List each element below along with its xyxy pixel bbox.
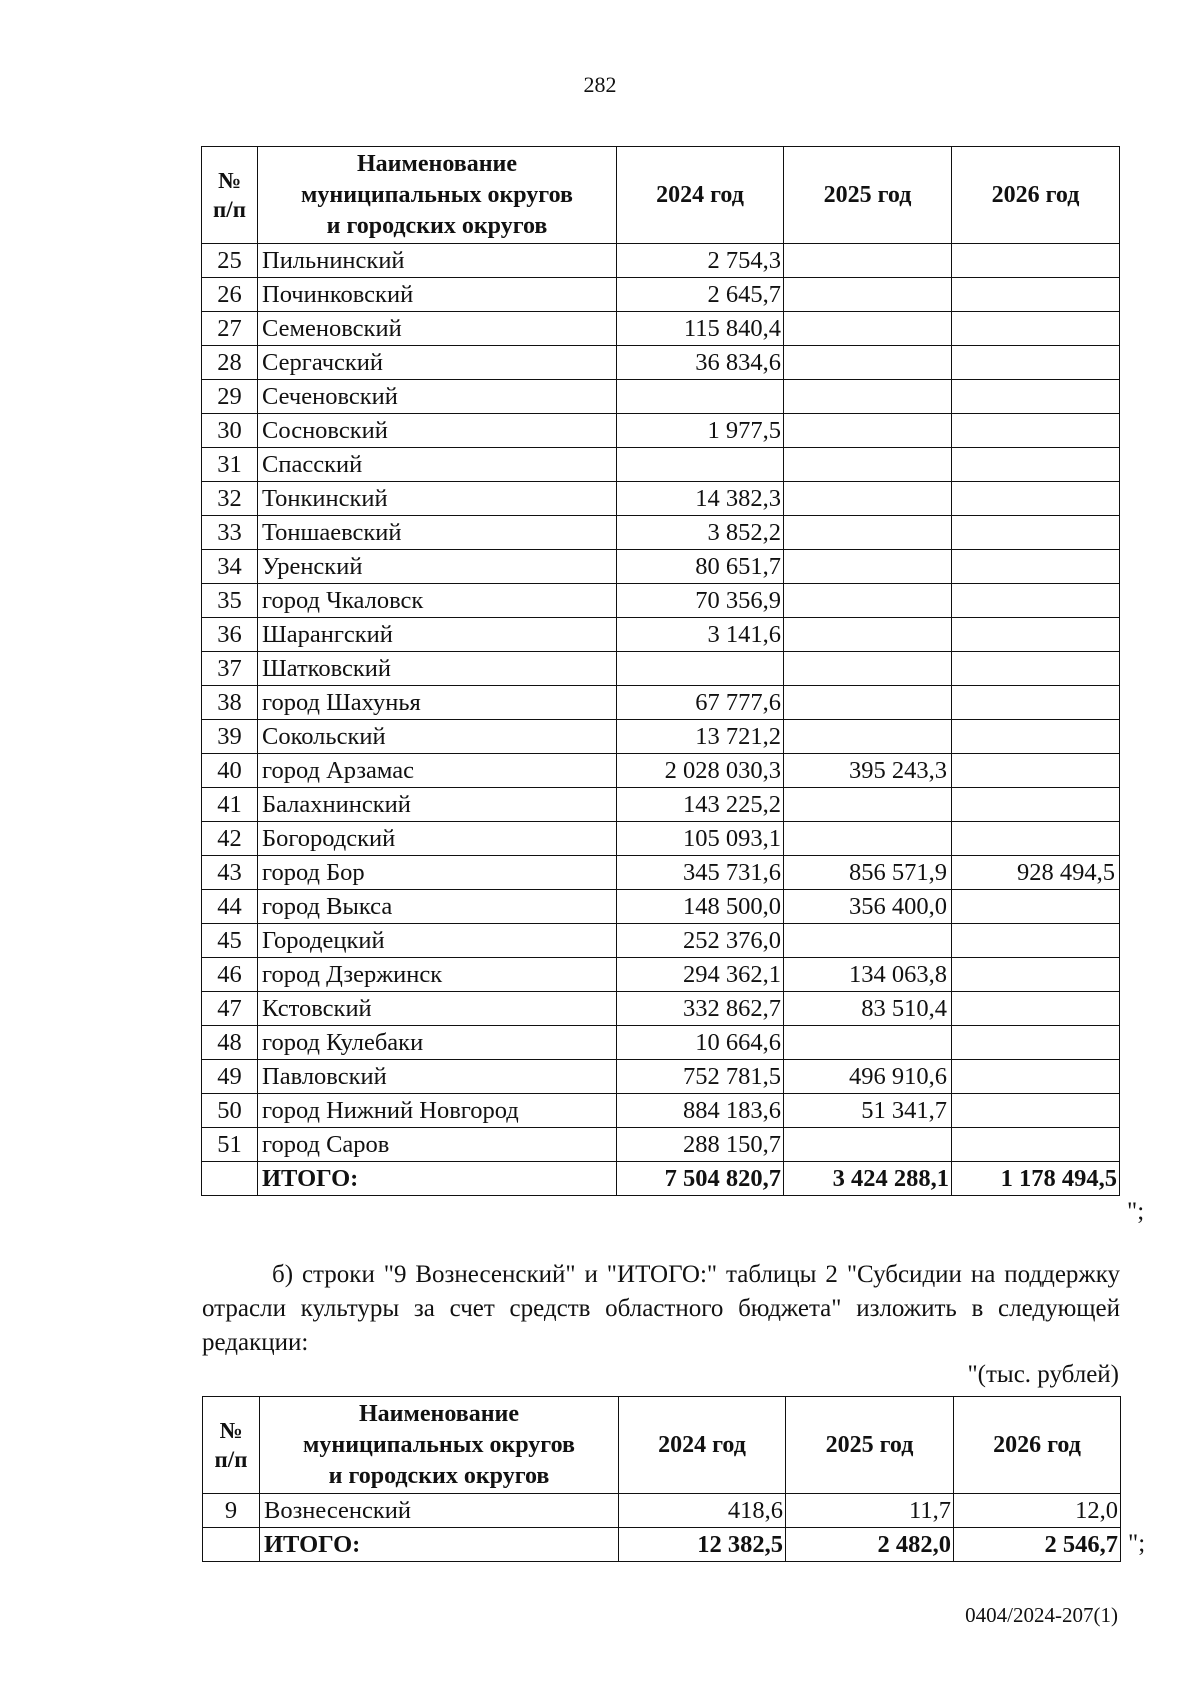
header-name: Наименование муниципальных округов и городских округов [260, 1397, 619, 1494]
header-2026: 2026 год [954, 1397, 1121, 1494]
table-row [202, 1094, 1120, 1128]
row-value-2025 [784, 822, 952, 856]
row-value-2025: 134 063,8 [784, 958, 952, 992]
table-header-row [203, 1397, 1121, 1494]
total-number [203, 1528, 260, 1562]
row-number: 37 [202, 652, 258, 686]
row-value-2025 [784, 482, 952, 516]
table-row [202, 380, 1120, 414]
row-name: Пильнинский [258, 244, 617, 278]
row-value-2025 [784, 380, 952, 414]
row-name: город Бор [258, 856, 617, 890]
table-row [202, 482, 1120, 516]
row-name: город Выкса [258, 890, 617, 924]
row-value-2025 [784, 1026, 952, 1060]
row-value-2026 [952, 754, 1120, 788]
document-code: 0404/2024-207(1) [965, 1603, 1118, 1627]
row-value-2026 [952, 244, 1120, 278]
total-2026: 1 178 494,5 [952, 1162, 1120, 1196]
subsidy-table-1 [201, 146, 1120, 1196]
row-number: 40 [202, 754, 258, 788]
row-value-2025 [784, 618, 952, 652]
row-number: 36 [202, 618, 258, 652]
row-value-2026 [952, 1026, 1120, 1060]
table-row [202, 346, 1120, 380]
row-value-2025 [784, 346, 952, 380]
row-number: 42 [202, 822, 258, 856]
closing-quote-2: "; [1128, 1530, 1146, 1557]
row-name: Спасский [258, 448, 617, 482]
total-label: ИТОГО: [258, 1162, 617, 1196]
row-number: 30 [202, 414, 258, 448]
row-value-2024: 36 834,6 [617, 346, 784, 380]
total-2024: 12 382,5 [619, 1528, 786, 1562]
table-row [202, 516, 1120, 550]
row-name: Семеновский [258, 312, 617, 346]
table-header-row [202, 147, 1120, 244]
total-label: ИТОГО: [260, 1528, 619, 1562]
row-number: 27 [202, 312, 258, 346]
header-number: № п/п [203, 1397, 260, 1494]
row-name: Кстовский [258, 992, 617, 1026]
row-name: город Кулебаки [258, 1026, 617, 1060]
row-value-2025: 395 243,3 [784, 754, 952, 788]
table-row [202, 856, 1120, 890]
row-value-2026 [952, 1094, 1120, 1128]
table-row [202, 992, 1120, 1026]
row-value-2026 [952, 482, 1120, 516]
row-value-2026: 928 494,5 [952, 856, 1120, 890]
table-row [202, 720, 1120, 754]
table-row [202, 1060, 1120, 1094]
row-value-2025: 496 910,6 [784, 1060, 952, 1094]
table-row [202, 1026, 1120, 1060]
row-value-2025: 83 510,4 [784, 992, 952, 1026]
total-2025: 2 482,0 [786, 1528, 954, 1562]
row-value-2025 [784, 414, 952, 448]
row-value-2026 [952, 584, 1120, 618]
units-label: "(тыс. рублей) [967, 1361, 1119, 1388]
amendment-paragraph: б) строки "9 Вознесенский" и "ИТОГО:" таблицы 2 "Субсидии на поддержку отрасли культуры за счет средств областного бюджета" изложить в следующей редакции: [202, 1261, 1120, 1356]
row-number: 34 [202, 550, 258, 584]
row-value-2026 [952, 992, 1120, 1026]
row-number: 44 [202, 890, 258, 924]
row-number: 48 [202, 1026, 258, 1060]
row-value-2024: 1 977,5 [617, 414, 784, 448]
row-value-2024: 105 093,1 [617, 822, 784, 856]
row-value-2026 [952, 1128, 1120, 1162]
row-number: 33 [202, 516, 258, 550]
table-row [202, 312, 1120, 346]
row-value-2026 [952, 550, 1120, 584]
row-value-2025 [784, 244, 952, 278]
row-value-2026 [952, 1060, 1120, 1094]
table-row [202, 958, 1120, 992]
row-value-2026 [952, 924, 1120, 958]
row-number: 46 [202, 958, 258, 992]
header-number: № п/п [202, 147, 258, 244]
row-name: город Нижний Новгород [258, 1094, 617, 1128]
row-name: Сосновский [258, 414, 617, 448]
row-value-2026: 12,0 [954, 1494, 1121, 1528]
row-name: Городецкий [258, 924, 617, 958]
row-value-2024: 294 362,1 [617, 958, 784, 992]
row-number: 43 [202, 856, 258, 890]
row-value-2026 [952, 448, 1120, 482]
table-row [202, 584, 1120, 618]
row-name: Богородский [258, 822, 617, 856]
row-value-2026 [952, 686, 1120, 720]
row-value-2024: 2 028 030,3 [617, 754, 784, 788]
row-name: город Арзамас [258, 754, 617, 788]
row-value-2024: 115 840,4 [617, 312, 784, 346]
header-2024: 2024 год [617, 147, 784, 244]
row-value-2024: 70 356,9 [617, 584, 784, 618]
table-row [202, 822, 1120, 856]
row-number: 41 [202, 788, 258, 822]
table-body [203, 1494, 1121, 1562]
row-value-2025 [784, 278, 952, 312]
row-name: Сеченовский [258, 380, 617, 414]
header-name: Наименование муниципальных округов и городских округов [258, 147, 617, 244]
table-row [202, 618, 1120, 652]
row-number: 51 [202, 1128, 258, 1162]
row-value-2024: 67 777,6 [617, 686, 784, 720]
table-row [202, 686, 1120, 720]
row-value-2024 [617, 380, 784, 414]
row-value-2025 [784, 1128, 952, 1162]
row-name: Сокольский [258, 720, 617, 754]
row-value-2026 [952, 788, 1120, 822]
table-body [202, 244, 1120, 1196]
row-value-2024: 3 141,6 [617, 618, 784, 652]
header-2026: 2026 год [952, 147, 1120, 244]
row-value-2025 [784, 652, 952, 686]
row-value-2025: 856 571,9 [784, 856, 952, 890]
row-number: 9 [203, 1494, 260, 1528]
row-value-2024: 2 645,7 [617, 278, 784, 312]
row-name: Сергачский [258, 346, 617, 380]
row-value-2025 [784, 516, 952, 550]
row-value-2026 [952, 958, 1120, 992]
row-name: город Дзержинск [258, 958, 617, 992]
row-value-2025 [784, 686, 952, 720]
header-2024: 2024 год [619, 1397, 786, 1494]
row-value-2024: 148 500,0 [617, 890, 784, 924]
row-name: Балахнинский [258, 788, 617, 822]
row-value-2025 [784, 924, 952, 958]
total-number [202, 1162, 258, 1196]
row-number: 50 [202, 1094, 258, 1128]
table-row [202, 278, 1120, 312]
row-value-2026 [952, 618, 1120, 652]
row-number: 38 [202, 686, 258, 720]
row-number: 31 [202, 448, 258, 482]
row-value-2025 [784, 584, 952, 618]
row-name: Тонкинский [258, 482, 617, 516]
row-value-2024: 884 183,6 [617, 1094, 784, 1128]
subsidy-table-2 [202, 1396, 1121, 1562]
row-value-2026 [952, 380, 1120, 414]
row-name: Починковский [258, 278, 617, 312]
row-number: 39 [202, 720, 258, 754]
row-value-2025 [784, 720, 952, 754]
row-name: город Саров [258, 1128, 617, 1162]
row-value-2024: 14 382,3 [617, 482, 784, 516]
table-row [202, 890, 1120, 924]
row-value-2026 [952, 312, 1120, 346]
header-2025: 2025 год [784, 147, 952, 244]
total-2026: 2 546,7 [954, 1528, 1121, 1562]
row-value-2024: 13 721,2 [617, 720, 784, 754]
row-number: 28 [202, 346, 258, 380]
row-value-2024: 2 754,3 [617, 244, 784, 278]
row-value-2026 [952, 278, 1120, 312]
row-number: 45 [202, 924, 258, 958]
row-number: 32 [202, 482, 258, 516]
row-value-2024: 752 781,5 [617, 1060, 784, 1094]
table-row [202, 924, 1120, 958]
row-value-2026 [952, 414, 1120, 448]
row-value-2024: 332 862,7 [617, 992, 784, 1026]
row-value-2025: 51 341,7 [784, 1094, 952, 1128]
row-value-2026 [952, 720, 1120, 754]
row-name: Уренский [258, 550, 617, 584]
row-value-2024: 252 376,0 [617, 924, 784, 958]
row-value-2024: 143 225,2 [617, 788, 784, 822]
row-number: 47 [202, 992, 258, 1026]
row-value-2025 [784, 312, 952, 346]
row-value-2024: 418,6 [619, 1494, 786, 1528]
row-value-2025 [784, 550, 952, 584]
table-row [202, 448, 1120, 482]
row-value-2026 [952, 652, 1120, 686]
row-name: Тоншаевский [258, 516, 617, 550]
row-value-2024: 3 852,2 [617, 516, 784, 550]
row-value-2024: 288 150,7 [617, 1128, 784, 1162]
row-value-2024: 80 651,7 [617, 550, 784, 584]
row-number: 49 [202, 1060, 258, 1094]
table-row [202, 788, 1120, 822]
row-number: 29 [202, 380, 258, 414]
row-name: Шатковский [258, 652, 617, 686]
row-value-2025 [784, 448, 952, 482]
table-row [202, 754, 1120, 788]
table-row [202, 550, 1120, 584]
row-value-2026 [952, 346, 1120, 380]
table-row [202, 414, 1120, 448]
table-row [203, 1494, 1121, 1528]
row-value-2026 [952, 822, 1120, 856]
table-row [202, 1128, 1120, 1162]
row-value-2024: 10 664,6 [617, 1026, 784, 1060]
row-value-2026 [952, 890, 1120, 924]
total-row [202, 1162, 1120, 1196]
row-value-2024 [617, 652, 784, 686]
row-number: 35 [202, 584, 258, 618]
row-value-2026 [952, 516, 1120, 550]
row-name: Павловский [258, 1060, 617, 1094]
row-value-2024: 345 731,6 [617, 856, 784, 890]
row-name: Вознесенский [260, 1494, 619, 1528]
row-number: 25 [202, 244, 258, 278]
row-value-2024 [617, 448, 784, 482]
row-value-2025 [784, 788, 952, 822]
total-2024: 7 504 820,7 [617, 1162, 784, 1196]
row-name: город Чкаловск [258, 584, 617, 618]
total-2025: 3 424 288,1 [784, 1162, 952, 1196]
row-value-2025: 11,7 [786, 1494, 954, 1528]
row-name: Шарангский [258, 618, 617, 652]
total-row [203, 1528, 1121, 1562]
row-number: 26 [202, 278, 258, 312]
closing-quote-1: "; [1127, 1198, 1145, 1225]
table-row [202, 652, 1120, 686]
row-value-2025: 356 400,0 [784, 890, 952, 924]
header-2025: 2025 год [786, 1397, 954, 1494]
page-number: 282 [583, 72, 617, 97]
table-row [202, 244, 1120, 278]
row-name: город Шахунья [258, 686, 617, 720]
